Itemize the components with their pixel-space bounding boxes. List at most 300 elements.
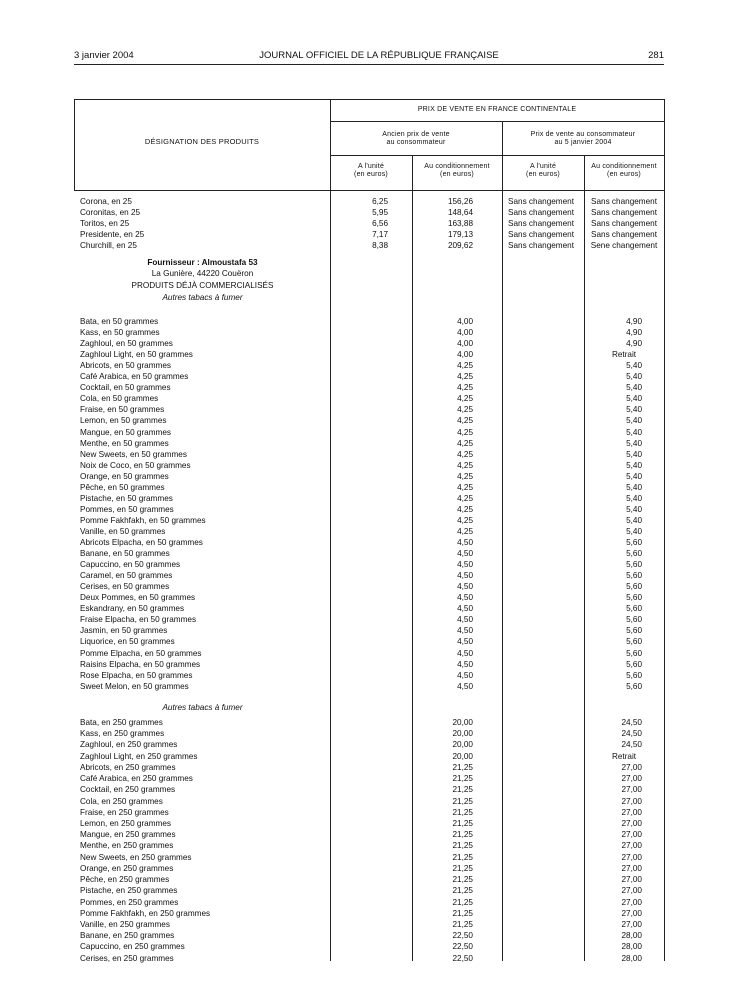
new-cond-price: 27,00 <box>621 863 642 873</box>
new-cond-price: 5,60 <box>626 626 642 636</box>
product-name: Liquorice, en 50 grammes <box>80 637 175 647</box>
new-cond-price: 5,60 <box>626 615 642 625</box>
table-row <box>0 316 748 327</box>
product-name-cell <box>80 493 324 504</box>
table-row <box>0 930 748 941</box>
old-cond-price: 21,25 <box>452 796 473 806</box>
new-cond-price: 27,00 <box>621 886 642 896</box>
product-name: New Sweets, en 50 grammes <box>80 449 187 459</box>
table-row <box>0 908 748 919</box>
table-row <box>0 515 748 526</box>
old-cond-price: 4,25 <box>457 361 473 371</box>
table-row <box>0 659 748 670</box>
product-name-cell <box>80 196 324 207</box>
product-name-cell <box>80 229 324 240</box>
new-cond-price: 5,40 <box>626 383 642 393</box>
table-row <box>0 240 748 251</box>
product-name-cell <box>80 338 324 349</box>
table-row <box>0 415 748 426</box>
old-cond-price: 209,62 <box>447 241 473 251</box>
product-name-cell <box>80 919 324 930</box>
new-cond-price: 27,00 <box>621 796 642 806</box>
old-cond-price: 4,25 <box>457 526 473 536</box>
product-name: Corona, en 25 <box>80 197 132 206</box>
old-cond-price: 4,25 <box>457 449 473 459</box>
old-cond-price: 4,50 <box>457 637 473 647</box>
product-name: Cerises, en 50 grammes <box>80 582 170 592</box>
new-cond-price: 5,60 <box>626 538 642 547</box>
product-name: Pomme Fakhfakh, en 250 grammes <box>80 908 211 918</box>
table-row <box>0 919 748 930</box>
product-name: Cerises, en 250 grammes <box>80 953 174 963</box>
old-cond-price: 4,25 <box>457 405 473 415</box>
supplier-status: PRODUITS DÉJÀ COMMERCIALISÉS <box>131 281 274 290</box>
header-page-number: 281 <box>648 50 664 61</box>
product-name: Sweet Melon, en 50 grammes <box>80 681 189 691</box>
header-line-1 <box>330 121 664 122</box>
col-new-cond-l2: (en euros) <box>607 171 641 178</box>
product-name: Presidente, en 25 <box>80 230 145 240</box>
old-cond-price: 21,25 <box>452 908 473 918</box>
table-row <box>0 717 748 728</box>
table-row <box>0 625 748 636</box>
product-name: Vanille, en 250 grammes <box>80 919 170 929</box>
old-cond-price: 4,50 <box>457 549 473 559</box>
table-row <box>0 349 748 360</box>
product-name-cell <box>80 636 324 647</box>
table-top-border <box>74 99 664 100</box>
new-cond-price: 5,40 <box>626 372 642 382</box>
old-cond-price: 21,25 <box>452 762 473 772</box>
product-name-cell <box>80 818 324 829</box>
new-cond-price: 4,90 <box>626 339 642 349</box>
col-ancien-prix-l2: au consommateur <box>386 139 446 146</box>
product-name-cell <box>80 349 324 360</box>
product-name: Vanille, en 50 grammes <box>80 526 166 536</box>
table-row <box>0 327 748 338</box>
new-cond-price: 24,50 <box>621 718 642 727</box>
old-cond-price: 21,25 <box>452 897 473 907</box>
new-cond-price: 5,40 <box>626 438 642 448</box>
product-name-cell <box>80 360 324 371</box>
col-old-unit-l2: (en euros) <box>354 171 388 178</box>
table-row <box>0 404 748 415</box>
col-ancien-prix-l1: Ancien prix de vente <box>382 131 450 138</box>
old-cond-price: 20,00 <box>452 718 473 727</box>
product-name: Pêche, en 50 grammes <box>80 482 165 492</box>
table-row <box>0 773 748 784</box>
table-row <box>0 636 748 647</box>
table-row <box>0 784 748 795</box>
product-name-cell <box>80 449 324 460</box>
product-name-cell <box>80 537 324 548</box>
new-cond-price: Sans changement <box>591 197 657 206</box>
old-cond-price: 21,25 <box>452 785 473 795</box>
table-row <box>0 526 748 537</box>
product-name-cell <box>80 382 324 393</box>
table-row <box>0 460 748 471</box>
new-cond-price: 5,40 <box>626 405 642 415</box>
table-row <box>0 537 748 548</box>
product-name-cell <box>80 796 324 807</box>
product-name-cell <box>80 460 324 471</box>
product-name: Bata, en 250 grammes <box>80 718 163 727</box>
product-name: Churchill, en 25 <box>80 241 137 251</box>
table-row <box>0 818 748 829</box>
old-cond-price: 21,25 <box>452 886 473 896</box>
product-name-cell <box>80 829 324 840</box>
product-name: Capuccino, en 250 grammes <box>80 942 185 952</box>
new-cond-price: 27,00 <box>621 762 642 772</box>
new-cond-price: 27,00 <box>621 897 642 907</box>
old-cond-price: 21,25 <box>452 818 473 828</box>
table-row <box>0 229 748 240</box>
table-row <box>0 728 748 739</box>
table-row <box>0 427 748 438</box>
old-cond-price: 21,25 <box>452 774 473 784</box>
product-name: Deux Pommes, en 50 grammes <box>80 593 196 603</box>
table-row <box>0 548 748 559</box>
product-name: Café Arabica, en 250 grammes <box>80 774 193 784</box>
old-cond-price: 4,25 <box>457 482 473 492</box>
product-name-cell <box>80 807 324 818</box>
col-designation: DÉSIGNATION DES PRODUITS <box>144 137 260 146</box>
product-name: Orange, en 50 grammes <box>80 471 169 481</box>
col-new-unit-l2: (en euros) <box>526 171 560 178</box>
product-name-cell <box>80 717 324 728</box>
product-name: Toritos, en 25 <box>80 219 130 229</box>
category-heading: Autres tabacs à fumer <box>162 293 243 302</box>
col-nouveau-prix-l1: Prix de vente au consommateur <box>530 131 636 138</box>
product-name-cell <box>80 784 324 795</box>
old-unit-price: 5,95 <box>372 208 388 218</box>
product-name: Mangue, en 50 grammes <box>80 427 172 437</box>
product-name: Pêche, en 250 grammes <box>80 875 170 885</box>
old-cond-price: 22,50 <box>452 953 473 963</box>
product-name-cell <box>80 471 324 482</box>
new-cond-price: 27,00 <box>621 875 642 885</box>
product-name: Pomme Elpacha, en 50 grammes <box>80 648 202 658</box>
old-cond-price: 4,50 <box>457 626 473 636</box>
product-name-cell <box>80 751 324 762</box>
new-cond-price: 4,90 <box>626 317 642 326</box>
new-cond-price: 5,40 <box>626 526 642 536</box>
product-name-cell <box>80 728 324 739</box>
new-cond-price: 5,60 <box>626 560 642 570</box>
product-name-cell <box>80 316 324 327</box>
table-row <box>0 614 748 625</box>
old-cond-price: 4,50 <box>457 571 473 581</box>
table-row <box>0 897 748 908</box>
new-cond-price: 27,00 <box>621 818 642 828</box>
old-cond-price: 21,25 <box>452 852 473 862</box>
new-cond-price: 5,40 <box>626 394 642 404</box>
table-row <box>0 196 748 207</box>
old-cond-price: 4,00 <box>457 328 473 338</box>
product-name-cell <box>80 515 324 526</box>
old-cond-price: 21,25 <box>452 830 473 840</box>
product-name: Noix de Coco, en 50 grammes <box>80 460 191 470</box>
product-name: Pomme Fakhfakh, en 50 grammes <box>80 515 206 525</box>
product-name: Caramel, en 50 grammes <box>80 571 173 581</box>
product-name: Jasmin, en 50 grammes <box>80 626 168 636</box>
product-name-cell <box>80 670 324 681</box>
new-cond-price: 24,50 <box>621 740 642 750</box>
table-row <box>0 840 748 851</box>
product-name: Capuccino, en 50 grammes <box>80 560 181 570</box>
new-cond-price: 24,50 <box>621 729 642 739</box>
product-name: Abricots, en 50 grammes <box>80 361 172 371</box>
product-name: Pommes, en 250 grammes <box>80 897 179 907</box>
product-name-cell <box>80 415 324 426</box>
new-cond-price: 5,40 <box>626 504 642 514</box>
new-cond-price: 5,60 <box>626 670 642 680</box>
table-row <box>0 874 748 885</box>
product-name: Coronitas, en 25 <box>80 208 141 218</box>
table-row <box>0 504 748 515</box>
new-cond-price: 5,40 <box>626 493 642 503</box>
supplier-name: Fournisseur : Almoustafa 53 <box>147 258 258 267</box>
table-row <box>0 438 748 449</box>
product-name: Cola, en 50 grammes <box>80 394 159 404</box>
new-cond-price: 5,60 <box>626 648 642 658</box>
product-name: Cocktail, en 250 grammes <box>80 785 176 795</box>
product-name-cell <box>80 559 324 570</box>
product-name-cell <box>80 371 324 382</box>
old-cond-price: 21,25 <box>452 875 473 885</box>
new-cond-price: 27,00 <box>621 774 642 784</box>
new-cond-price: 5,40 <box>626 460 642 470</box>
old-cond-price: 21,25 <box>452 841 473 851</box>
old-cond-price: 4,00 <box>457 350 473 360</box>
col-new-cond-l1: Au conditionnement <box>591 163 657 170</box>
product-name-cell <box>80 908 324 919</box>
old-unit-price: 6,25 <box>372 197 388 206</box>
old-cond-price: 4,50 <box>457 593 473 603</box>
product-name: New Sweets, en 250 grammes <box>80 852 192 862</box>
header-line-2 <box>330 155 664 156</box>
table-row <box>0 570 748 581</box>
table-row <box>0 829 748 840</box>
table-row <box>0 207 748 218</box>
new-cond-price: 27,00 <box>621 919 642 929</box>
new-cond-price: 27,00 <box>621 852 642 862</box>
new-cond-price: 28,00 <box>621 931 642 941</box>
table-row <box>0 681 748 692</box>
new-cond-price: 5,40 <box>626 416 642 426</box>
old-cond-price: 4,25 <box>457 471 473 481</box>
old-cond-price: 21,25 <box>452 807 473 817</box>
new-cond-price: 5,60 <box>626 593 642 603</box>
table-row <box>0 559 748 570</box>
product-name-cell <box>80 773 324 784</box>
old-cond-price: 4,50 <box>457 538 473 547</box>
new-unit-price: Sans changement <box>508 230 574 240</box>
product-name: Fraise Elpacha, en 50 grammes <box>80 615 197 625</box>
product-name: Abricots Elpacha, en 50 grammes <box>80 538 203 547</box>
product-name-cell <box>80 570 324 581</box>
product-name-cell <box>80 762 324 773</box>
old-cond-price: 4,25 <box>457 427 473 437</box>
product-name-cell <box>80 404 324 415</box>
product-name: Kass, en 250 grammes <box>80 729 165 739</box>
product-name-cell <box>80 327 324 338</box>
new-unit-price: Sans changement <box>508 241 574 251</box>
col-old-cond-l1: Au conditionnement <box>424 163 490 170</box>
product-name: Zaghloul, en 50 grammes <box>80 339 173 349</box>
product-name-cell <box>80 482 324 493</box>
product-name: Mangue, en 250 grammes <box>80 830 176 840</box>
product-name: Café Arabica, en 50 grammes <box>80 372 189 382</box>
old-unit-price: 8,38 <box>372 241 388 251</box>
table-row <box>0 592 748 603</box>
product-name: Banane, en 50 grammes <box>80 549 170 559</box>
col-old-unit-l1: A l'unité <box>357 163 385 170</box>
new-cond-price: Retrait <box>611 350 637 360</box>
product-name: Zaghloul, en 250 grammes <box>80 740 178 750</box>
product-name: Zaghloul Light, en 250 grammes <box>80 751 198 761</box>
new-cond-price: 28,00 <box>621 953 642 963</box>
new-cond-price: 27,00 <box>621 841 642 851</box>
product-name: Eskandrany, en 50 grammes <box>80 604 185 614</box>
product-name: Lemon, en 250 grammes <box>80 818 172 828</box>
new-cond-price: 27,00 <box>621 830 642 840</box>
old-cond-price: 4,50 <box>457 670 473 680</box>
supplier-address: La Gunière, 44220 Couëron <box>151 269 254 278</box>
product-name-cell <box>80 930 324 941</box>
new-cond-price: 5,60 <box>626 659 642 669</box>
product-name: Rose Elpacha, en 50 grammes <box>80 670 193 680</box>
product-name-cell <box>80 625 324 636</box>
old-cond-price: 4,50 <box>457 582 473 592</box>
new-cond-price: 5,40 <box>626 427 642 437</box>
old-cond-price: 4,50 <box>457 615 473 625</box>
product-name: Fraise, en 50 grammes <box>80 405 165 415</box>
old-cond-price: 156,26 <box>447 197 473 206</box>
new-cond-price: 5,60 <box>626 549 642 559</box>
old-cond-price: 4,25 <box>457 438 473 448</box>
old-cond-price: 4,25 <box>457 394 473 404</box>
product-name: Pommes, en 50 grammes <box>80 504 174 514</box>
table-row <box>0 807 748 818</box>
product-name-cell <box>80 852 324 863</box>
product-name-cell <box>80 885 324 896</box>
product-name-cell <box>80 681 324 692</box>
old-cond-price: 21,25 <box>452 919 473 929</box>
table-row <box>0 852 748 863</box>
col-new-unit-l1: A l'unité <box>529 163 557 170</box>
product-name-cell <box>80 218 324 229</box>
new-cond-price: Sans changement <box>591 208 657 218</box>
old-cond-price: 4,50 <box>457 659 473 669</box>
new-cond-price: 5,60 <box>626 571 642 581</box>
product-name: Cola, en 250 grammes <box>80 796 163 806</box>
old-cond-price: 4,50 <box>457 681 473 691</box>
table-row <box>0 493 748 504</box>
new-cond-price: 5,40 <box>626 482 642 492</box>
new-cond-price: 5,40 <box>626 471 642 481</box>
old-cond-price: 4,25 <box>457 460 473 470</box>
new-cond-price: Sans changement <box>591 219 657 229</box>
new-cond-price: 27,00 <box>621 807 642 817</box>
new-cond-price: Sans changement <box>591 230 657 240</box>
old-cond-price: 4,00 <box>457 317 473 326</box>
header-date: 3 janvier 2004 <box>74 50 134 61</box>
table-row <box>0 371 748 382</box>
product-name-cell <box>80 863 324 874</box>
product-name-cell <box>80 504 324 515</box>
product-name: Menthe, en 250 grammes <box>80 841 174 851</box>
header-bottom-line <box>74 190 664 191</box>
table-row <box>0 953 748 964</box>
table-row <box>0 762 748 773</box>
product-name: Pistache, en 50 grammes <box>80 493 173 503</box>
product-name-cell <box>80 603 324 614</box>
product-name: Pistache, en 250 grammes <box>80 886 178 896</box>
new-cond-price: 5,60 <box>626 604 642 614</box>
new-cond-price: 5,40 <box>626 361 642 371</box>
old-cond-price: 4,50 <box>457 604 473 614</box>
product-name: Kass, en 50 grammes <box>80 328 160 338</box>
old-cond-price: 179,13 <box>447 230 473 240</box>
old-cond-price: 22,50 <box>452 942 473 952</box>
product-name: Banane, en 250 grammes <box>80 931 175 941</box>
product-name: Bata, en 50 grammes <box>80 317 159 326</box>
table-row <box>0 482 748 493</box>
old-cond-price: 4,50 <box>457 560 473 570</box>
product-name: Fraise, en 250 grammes <box>80 807 169 817</box>
new-cond-price: 28,00 <box>621 942 642 952</box>
product-name: Cocktail, en 50 grammes <box>80 383 171 393</box>
table-row <box>0 471 748 482</box>
old-cond-price: 4,50 <box>457 648 473 658</box>
product-name-cell <box>80 526 324 537</box>
product-name-cell <box>80 207 324 218</box>
product-name: Raisins Elpacha, en 50 grammes <box>80 659 201 669</box>
new-cond-price: 27,00 <box>621 908 642 918</box>
category-heading-2: Autres tabacs à fumer <box>162 703 243 712</box>
table-row <box>0 338 748 349</box>
product-name-cell <box>80 739 324 750</box>
old-cond-price: 4,25 <box>457 504 473 514</box>
old-cond-price: 4,25 <box>457 416 473 426</box>
table-row <box>0 941 748 952</box>
table-row <box>0 885 748 896</box>
table-row <box>0 796 748 807</box>
product-name-cell <box>80 941 324 952</box>
new-cond-price: Retrait <box>611 751 637 761</box>
product-name-cell <box>80 438 324 449</box>
product-name-cell <box>80 427 324 438</box>
product-name-cell <box>80 592 324 603</box>
table-row <box>0 670 748 681</box>
table-row <box>0 382 748 393</box>
product-name-cell <box>80 953 324 964</box>
new-cond-price: 27,00 <box>621 785 642 795</box>
old-unit-price: 7,17 <box>372 230 388 240</box>
product-name: Orange, en 250 grammes <box>80 863 174 873</box>
table-row <box>0 218 748 229</box>
table-row <box>0 863 748 874</box>
new-unit-price: Sans changement <box>508 197 574 206</box>
product-name-cell <box>80 648 324 659</box>
new-cond-price: 4,90 <box>626 328 642 338</box>
product-name-cell <box>80 240 324 251</box>
product-name-cell <box>80 614 324 625</box>
table-row <box>0 393 748 404</box>
product-name: Menthe, en 50 grammes <box>80 438 169 448</box>
table-row <box>0 751 748 762</box>
